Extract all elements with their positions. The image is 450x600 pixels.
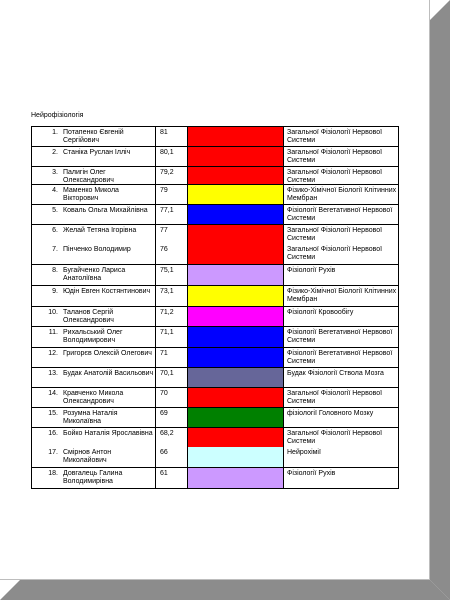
student-score: 73,1 <box>160 288 174 295</box>
department-color-swatch <box>188 127 283 146</box>
column-divider <box>187 368 188 387</box>
column-divider <box>187 147 188 166</box>
column-divider <box>155 348 156 367</box>
department-name: Загальної Фізіології Нервової Системи <box>287 227 383 243</box>
student-name: Желай Тетяна Ігорівна <box>63 227 137 234</box>
student-name: Станіка Руслан Ілліч <box>63 149 131 156</box>
row-number: 10. <box>48 309 58 316</box>
column-divider <box>155 265 156 285</box>
table-row <box>32 184 398 204</box>
department-name: Загальної Фізіології Нервової Системи <box>287 169 383 185</box>
student-name: Смірнов Антон Миколайович <box>63 449 112 465</box>
student-score: 66 <box>160 449 168 456</box>
row-number: 9. <box>52 288 58 295</box>
row-number: 6. <box>52 227 58 234</box>
column-divider <box>155 225 156 244</box>
student-name: Бугайченко Лариса Анатоліївна <box>63 267 126 283</box>
student-name: Палигін Олег Олександрович <box>63 169 114 185</box>
student-name: Григорєв Олексій Олегович <box>63 350 152 357</box>
student-score: 61 <box>160 470 168 477</box>
table-row <box>32 326 398 347</box>
department-color-swatch <box>188 307 283 326</box>
column-divider <box>283 147 284 166</box>
column-divider <box>283 468 284 488</box>
department-color-swatch <box>188 147 283 166</box>
department-name: Загальної Фізіології Нервової Системи <box>287 129 383 145</box>
department-name: Фізіології Вегетативної Нервової Системи <box>287 207 393 223</box>
column-divider <box>283 368 284 387</box>
column-divider <box>187 428 188 447</box>
student-name: Рихальський Олег Володимирович <box>63 329 123 345</box>
student-score: 71,2 <box>160 309 174 316</box>
column-divider <box>187 244 188 264</box>
column-divider <box>155 428 156 447</box>
column-divider <box>283 225 284 244</box>
column-divider <box>283 447 284 467</box>
column-divider <box>187 327 188 347</box>
department-name: Фізіології Кровообігу <box>287 309 354 316</box>
table-row <box>32 467 398 488</box>
column-divider <box>155 244 156 264</box>
column-divider <box>155 167 156 184</box>
column-divider <box>187 388 188 407</box>
table-row <box>32 264 398 285</box>
column-divider <box>283 348 284 367</box>
table-row <box>32 427 398 447</box>
row-number: 12. <box>48 350 58 357</box>
row-number: 18. <box>48 470 58 477</box>
student-name: Розумна Наталія Миколаївна <box>63 410 118 426</box>
column-divider <box>155 388 156 407</box>
student-name: Довгалець Галина Володимирівна <box>63 470 123 486</box>
column-divider <box>155 147 156 166</box>
column-divider <box>283 127 284 146</box>
table-row <box>32 244 398 264</box>
column-divider <box>283 185 284 204</box>
student-score: 68,2 <box>160 430 174 437</box>
column-divider <box>283 388 284 407</box>
column-divider <box>187 205 188 224</box>
department-name: Фізіології Рухів <box>287 470 336 477</box>
student-score: 77 <box>160 227 168 234</box>
column-divider <box>155 447 156 467</box>
student-score: 80,1 <box>160 149 174 156</box>
department-name: Загальної Фізіології Нервової Системи <box>287 430 383 446</box>
column-divider <box>187 167 188 184</box>
table-row <box>32 224 398 244</box>
department-color-swatch <box>188 244 283 264</box>
student-score: 77,1 <box>160 207 174 214</box>
table-row <box>32 204 398 224</box>
department-color-swatch <box>188 447 283 467</box>
table-row <box>32 347 398 367</box>
student-score: 71,1 <box>160 329 174 336</box>
column-divider <box>155 307 156 326</box>
table-row <box>32 367 398 387</box>
column-divider <box>283 428 284 447</box>
table-row <box>32 126 398 146</box>
department-color-swatch <box>188 368 283 387</box>
student-name: Пінченко Володимир <box>63 246 131 253</box>
row-number: 1. <box>52 129 58 136</box>
row-number: 3. <box>52 169 58 176</box>
department-name: Загальної Фізіології Нервової Системи <box>287 246 383 262</box>
row-number: 4. <box>52 187 58 194</box>
column-divider <box>187 307 188 326</box>
table-row <box>32 306 398 326</box>
row-number: 16. <box>48 430 58 437</box>
department-color-swatch <box>188 225 283 244</box>
department-color-swatch <box>188 265 283 285</box>
student-score: 70,1 <box>160 370 174 377</box>
column-divider <box>187 468 188 488</box>
column-divider <box>283 167 284 184</box>
department-name: Загальної Фізіології Нервової Системи <box>287 149 383 165</box>
table-row <box>32 146 398 166</box>
student-score: 81 <box>160 129 168 136</box>
column-divider <box>155 127 156 146</box>
student-score: 76 <box>160 246 168 253</box>
slide-shadow-bottom <box>0 580 450 600</box>
column-divider <box>187 265 188 285</box>
student-name: Маменко Микола Вікторович <box>63 187 119 203</box>
table-row <box>32 387 398 407</box>
department-color-swatch <box>188 348 283 367</box>
column-divider <box>187 447 188 467</box>
table-row <box>32 407 398 427</box>
department-color-swatch <box>188 185 283 204</box>
column-divider <box>155 205 156 224</box>
table-row <box>32 166 398 184</box>
department-color-swatch <box>188 388 283 407</box>
student-score: 70 <box>160 390 168 397</box>
department-name: Фізико-Хімічної Біології Клітинних Мембран <box>287 288 397 304</box>
student-name: Кравченко Микола Олександрович <box>63 390 124 406</box>
column-divider <box>283 205 284 224</box>
column-divider <box>187 225 188 244</box>
student-score: 79 <box>160 187 168 194</box>
row-number: 2. <box>52 149 58 156</box>
department-color-swatch <box>188 205 283 224</box>
row-number: 14. <box>48 390 58 397</box>
department-color-swatch <box>188 286 283 306</box>
column-divider <box>155 185 156 204</box>
column-divider <box>155 327 156 347</box>
department-name: Будак Фізіології Ствола Мозга <box>287 370 384 377</box>
row-number: 8. <box>52 267 58 274</box>
student-name: Коваль Ольга Михайлівна <box>63 207 148 214</box>
department-color-swatch <box>188 468 283 488</box>
column-divider <box>187 127 188 146</box>
row-number: 5. <box>52 207 58 214</box>
row-number: 17. <box>48 449 58 456</box>
column-divider <box>283 408 284 427</box>
column-divider <box>283 286 284 306</box>
student-score: 79,2 <box>160 169 174 176</box>
column-divider <box>187 348 188 367</box>
table-row <box>32 447 398 467</box>
row-number: 15. <box>48 410 58 417</box>
column-divider <box>155 408 156 427</box>
department-name: Загальної Фізіології Нервової Системи <box>287 390 383 406</box>
department-color-swatch <box>188 327 283 347</box>
student-score: 71 <box>160 350 168 357</box>
department-color-swatch <box>188 428 283 447</box>
column-divider <box>155 468 156 488</box>
table-row <box>32 285 398 306</box>
student-name: Потапенко Євгеній Сергійович <box>63 129 124 145</box>
column-divider <box>155 286 156 306</box>
student-name: Таланов Сергій Олександрович <box>63 309 114 325</box>
column-divider <box>283 265 284 285</box>
department-color-swatch <box>188 167 283 184</box>
department-name: Фізіології Рухів <box>287 267 336 274</box>
department-name: Фізіології Вегетативної Нервової Системи <box>287 329 393 345</box>
column-divider <box>155 368 156 387</box>
student-name: Будак Анатолій Васильович <box>63 370 154 377</box>
column-divider <box>187 408 188 427</box>
column-divider <box>187 286 188 306</box>
column-divider <box>283 307 284 326</box>
ranking-table <box>31 126 399 489</box>
student-score: 69 <box>160 410 168 417</box>
department-color-swatch <box>188 408 283 427</box>
department-name: Фізіології Вегетативної Нервової Системи <box>287 350 393 366</box>
slide-shadow-right <box>430 0 450 600</box>
department-name: Фізико-Хімічної Біології Клітинних Мембран <box>287 187 397 203</box>
column-divider <box>283 244 284 264</box>
row-number: 11. <box>48 329 58 336</box>
row-number: 7. <box>52 246 58 253</box>
student-name: Бойко Наталія Ярославівна <box>63 430 153 437</box>
student-score: 75,1 <box>160 267 174 274</box>
column-divider <box>187 185 188 204</box>
page-title: Нейрофізіологія <box>31 112 84 119</box>
department-name: Нейрохімії <box>287 449 321 456</box>
row-number: 13. <box>48 370 58 377</box>
student-name: Юдін Евген Костянтинович <box>63 288 151 295</box>
department-name: фізіології Головного Мозку <box>287 410 374 417</box>
column-divider <box>283 327 284 347</box>
